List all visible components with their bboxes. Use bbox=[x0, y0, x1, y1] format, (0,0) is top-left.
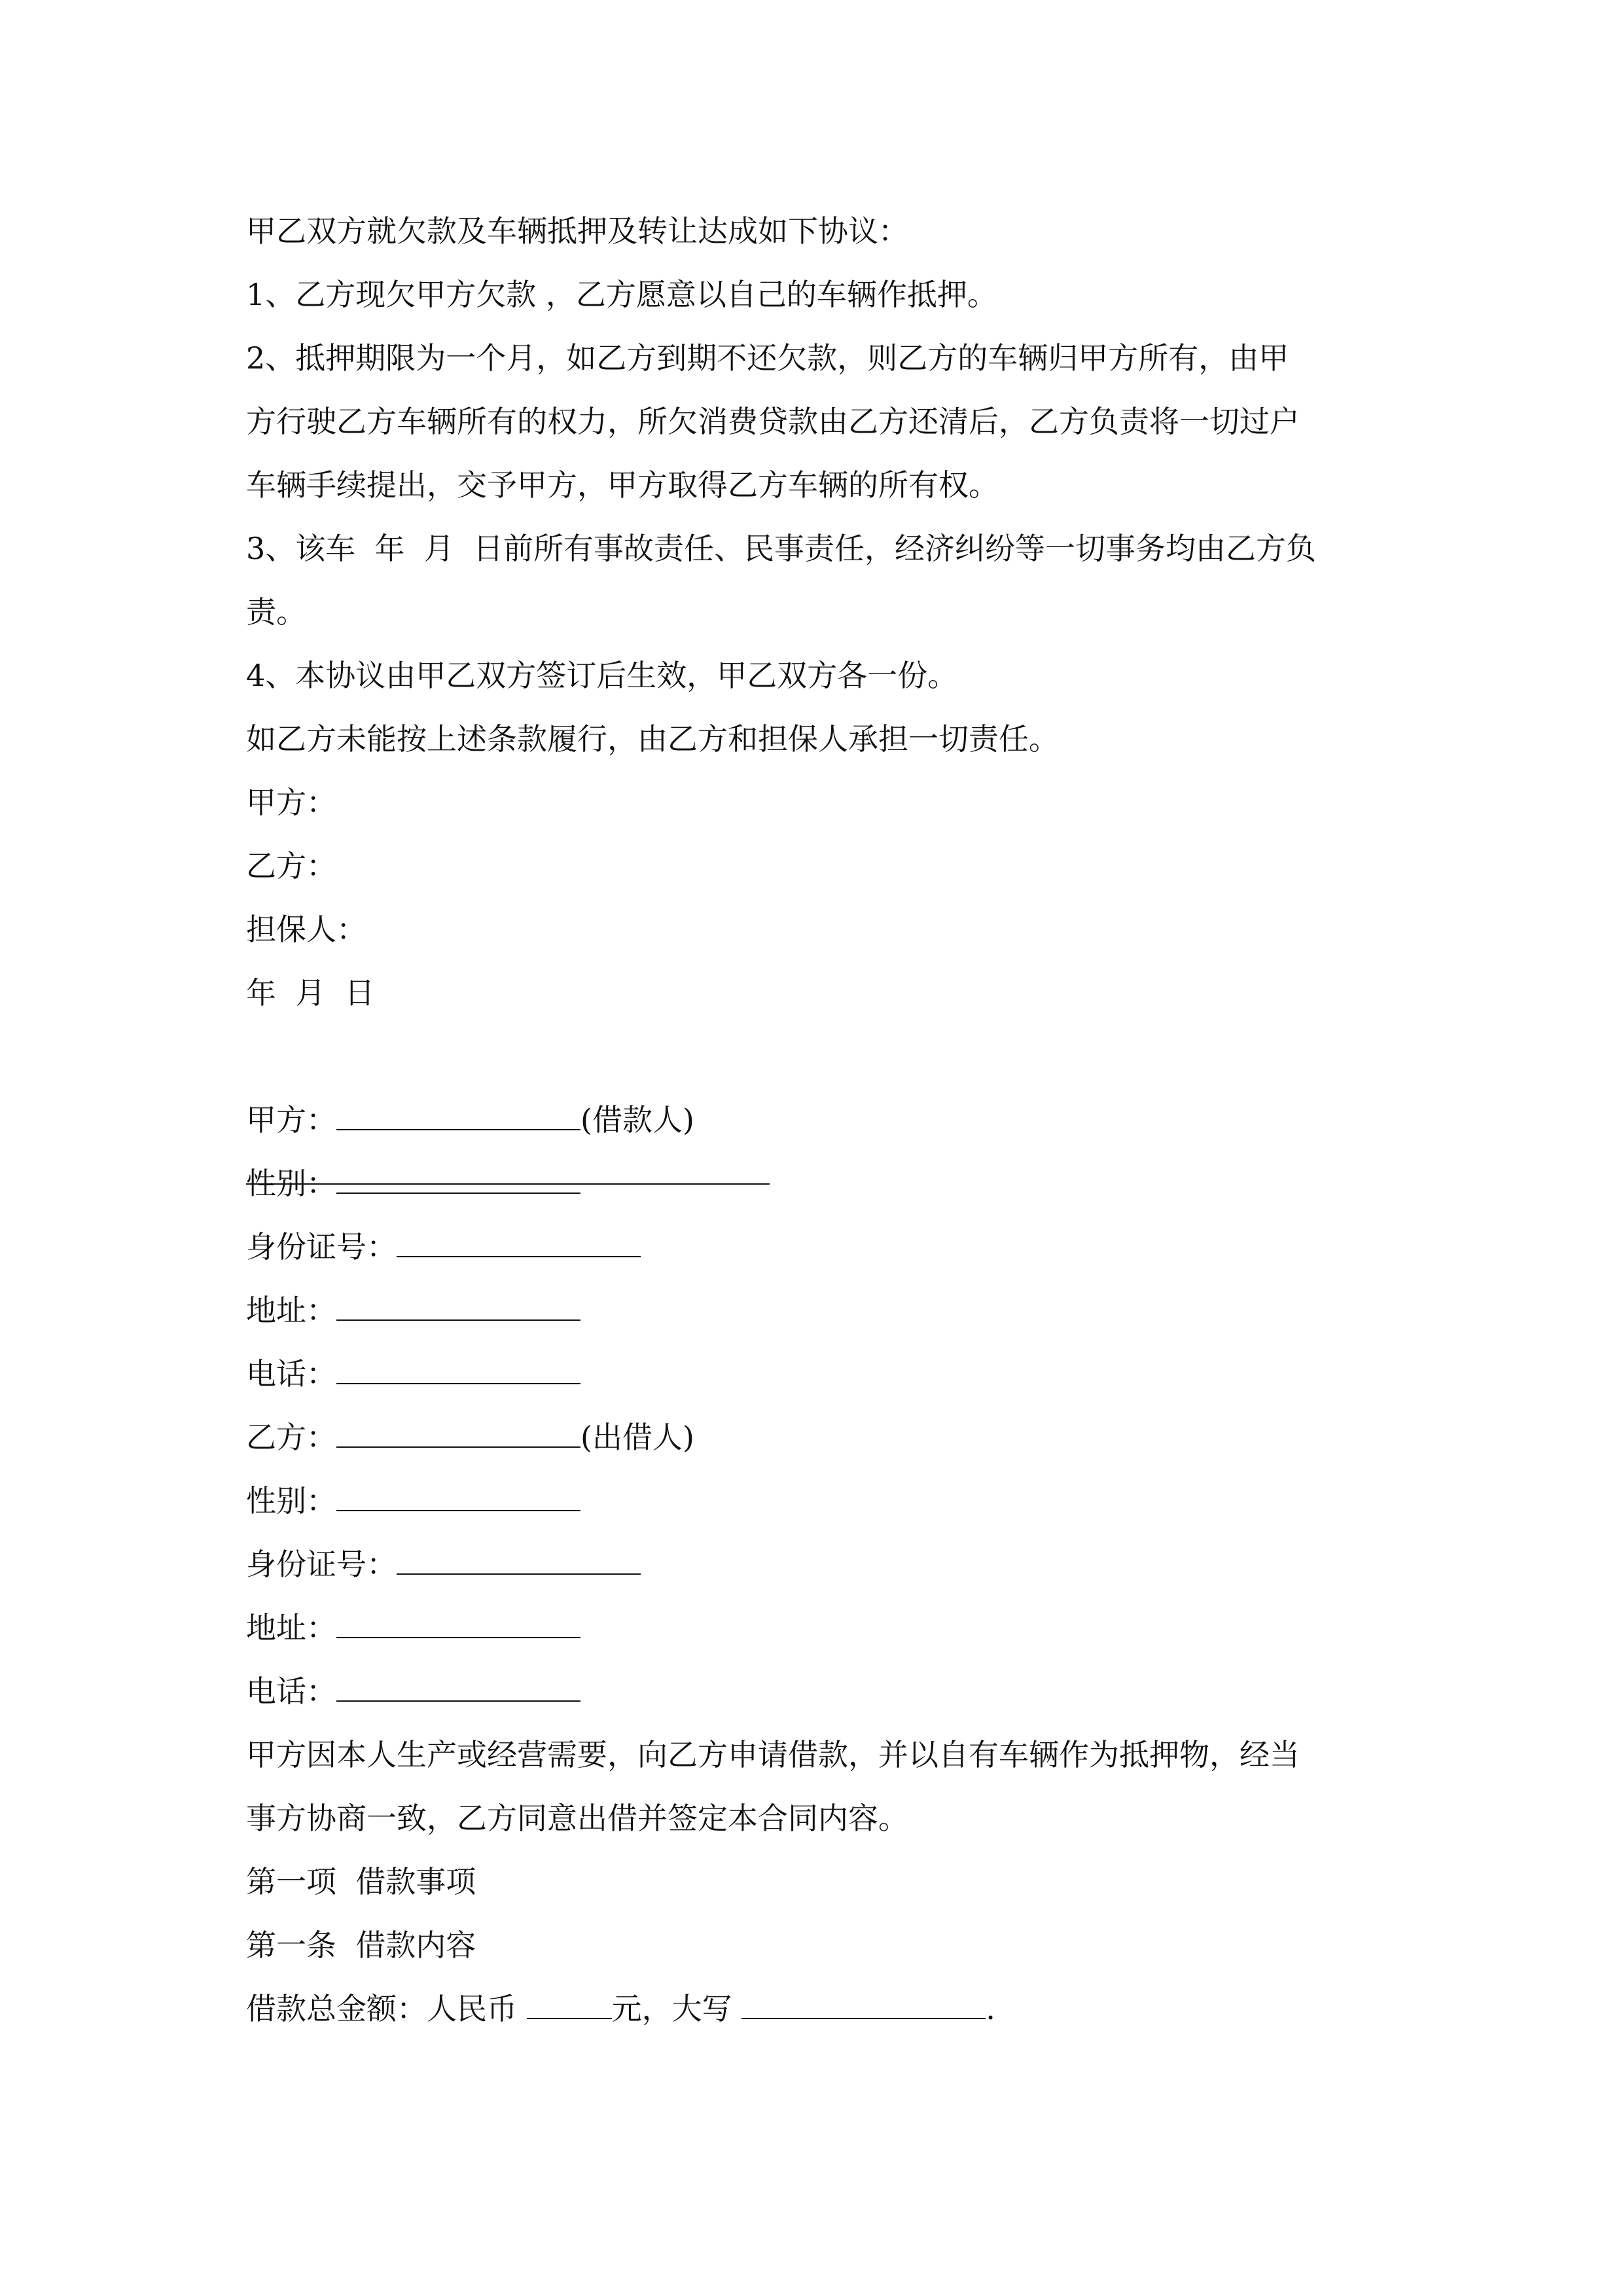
party-b-gender-label: 性别： bbox=[246, 1483, 336, 1518]
party-b-phone-blank[interactable] bbox=[336, 1670, 580, 1702]
party-a-address-row bbox=[246, 1279, 1388, 1342]
party-b-phone-row bbox=[246, 1660, 1388, 1723]
party-a-name-blank[interactable] bbox=[336, 1099, 580, 1130]
party-a-address-label: 地址： bbox=[246, 1293, 336, 1328]
clause-2-line-1: 2、抵押期限为一个月，如乙方到期不还欠款，则乙方的车辆归甲方所有，由甲 bbox=[246, 340, 1289, 376]
party-a-label: 甲方： bbox=[246, 1102, 336, 1138]
signature-date: 年 月 日 bbox=[246, 975, 375, 1011]
clause-1: 1、乙方现欠甲方欠款 ，乙方愿意以自己的车辆作抵押。 bbox=[246, 277, 997, 312]
party-a-gender-blank[interactable] bbox=[336, 1162, 580, 1194]
section-1-heading: 第一项 借款事项 bbox=[246, 1864, 476, 1899]
party-a-id-blank[interactable] bbox=[397, 1226, 641, 1257]
party-b-name-blank[interactable] bbox=[336, 1416, 580, 1448]
article-1-heading: 第一条 借款内容 bbox=[246, 1928, 476, 1963]
party-b-gender-row bbox=[246, 1469, 1388, 1533]
signature-party-a: 甲方： bbox=[246, 785, 336, 820]
party-b-phone-label: 电话： bbox=[246, 1674, 336, 1709]
party-a-id-row bbox=[246, 1215, 1388, 1279]
loan-amount-words-blank[interactable] bbox=[741, 1988, 986, 2019]
party-b-id-row bbox=[246, 1533, 1388, 1596]
signature-guarantor: 担保人： bbox=[246, 912, 366, 947]
preamble-line-2: 事方协商一致，乙方同意出借并签定本合同内容。 bbox=[246, 1801, 908, 1836]
party-b-address-blank[interactable] bbox=[336, 1607, 580, 1638]
agreement-intro: 甲乙双方就欠款及车辆抵押及转让达成如下协议： bbox=[246, 213, 908, 249]
party-a-gender-label: 性别： bbox=[246, 1166, 336, 1201]
party-a-phone-label: 电话： bbox=[246, 1356, 336, 1391]
loan-amount-end: . bbox=[986, 1991, 995, 2026]
party-b-row bbox=[246, 1406, 1388, 1469]
loan-amount-unit: 元，大写 bbox=[611, 1991, 742, 2026]
party-b-address-row bbox=[246, 1596, 1388, 1660]
party-b-role: (出借人) bbox=[580, 1420, 694, 1455]
party-a-phone-blank[interactable] bbox=[336, 1353, 580, 1384]
section-divider bbox=[246, 1025, 1388, 1088]
loan-amount-blank[interactable] bbox=[527, 1988, 612, 2019]
preamble-line-1: 甲方因本人生产或经营需要，向乙方申请借款，并以自有车辆作为抵押物，经当 bbox=[246, 1737, 1300, 1772]
party-a-role: (借款人) bbox=[580, 1102, 694, 1138]
party-b-address-label: 地址： bbox=[246, 1610, 336, 1645]
clause-4: 4、本协议由甲乙双方签订后生效，甲乙双方各一份。 bbox=[246, 658, 958, 693]
clause-3-line-1: 3、该车 年 月 日前所有事故责任、民事责任，经济纠纷等一切事务均由乙方负 bbox=[246, 531, 1316, 566]
loan-amount-label: 借款总金额：人民币 bbox=[246, 1991, 527, 2026]
liability-statement: 如乙方未能按上述条款履行，由乙方和担保人承担一切责任。 bbox=[246, 721, 1059, 757]
party-a-row bbox=[246, 1088, 1388, 1152]
document-body bbox=[246, 200, 1388, 2041]
clause-2-line-2: 方行驶乙方车辆所有的权力，所欠消费贷款由乙方还清后，乙方负责将一切过户 bbox=[246, 404, 1300, 439]
signature-party-b: 乙方： bbox=[246, 848, 336, 884]
party-b-id-label: 身份证号： bbox=[246, 1547, 397, 1582]
party-b-id-blank[interactable] bbox=[397, 1543, 641, 1575]
clause-2-line-3: 车辆手续提出，交予甲方，甲方取得乙方车辆的所有权。 bbox=[246, 467, 999, 503]
clause-3-line-2: 责。 bbox=[246, 594, 306, 630]
party-a-address-blank[interactable] bbox=[336, 1289, 580, 1321]
loan-amount-row bbox=[246, 1977, 1388, 2041]
party-a-phone-row bbox=[246, 1342, 1388, 1406]
party-b-gender-blank[interactable] bbox=[336, 1480, 580, 1511]
party-a-id-label: 身份证号： bbox=[246, 1229, 397, 1265]
party-b-label: 乙方： bbox=[246, 1420, 336, 1455]
party-a-gender-row bbox=[246, 1152, 1388, 1215]
